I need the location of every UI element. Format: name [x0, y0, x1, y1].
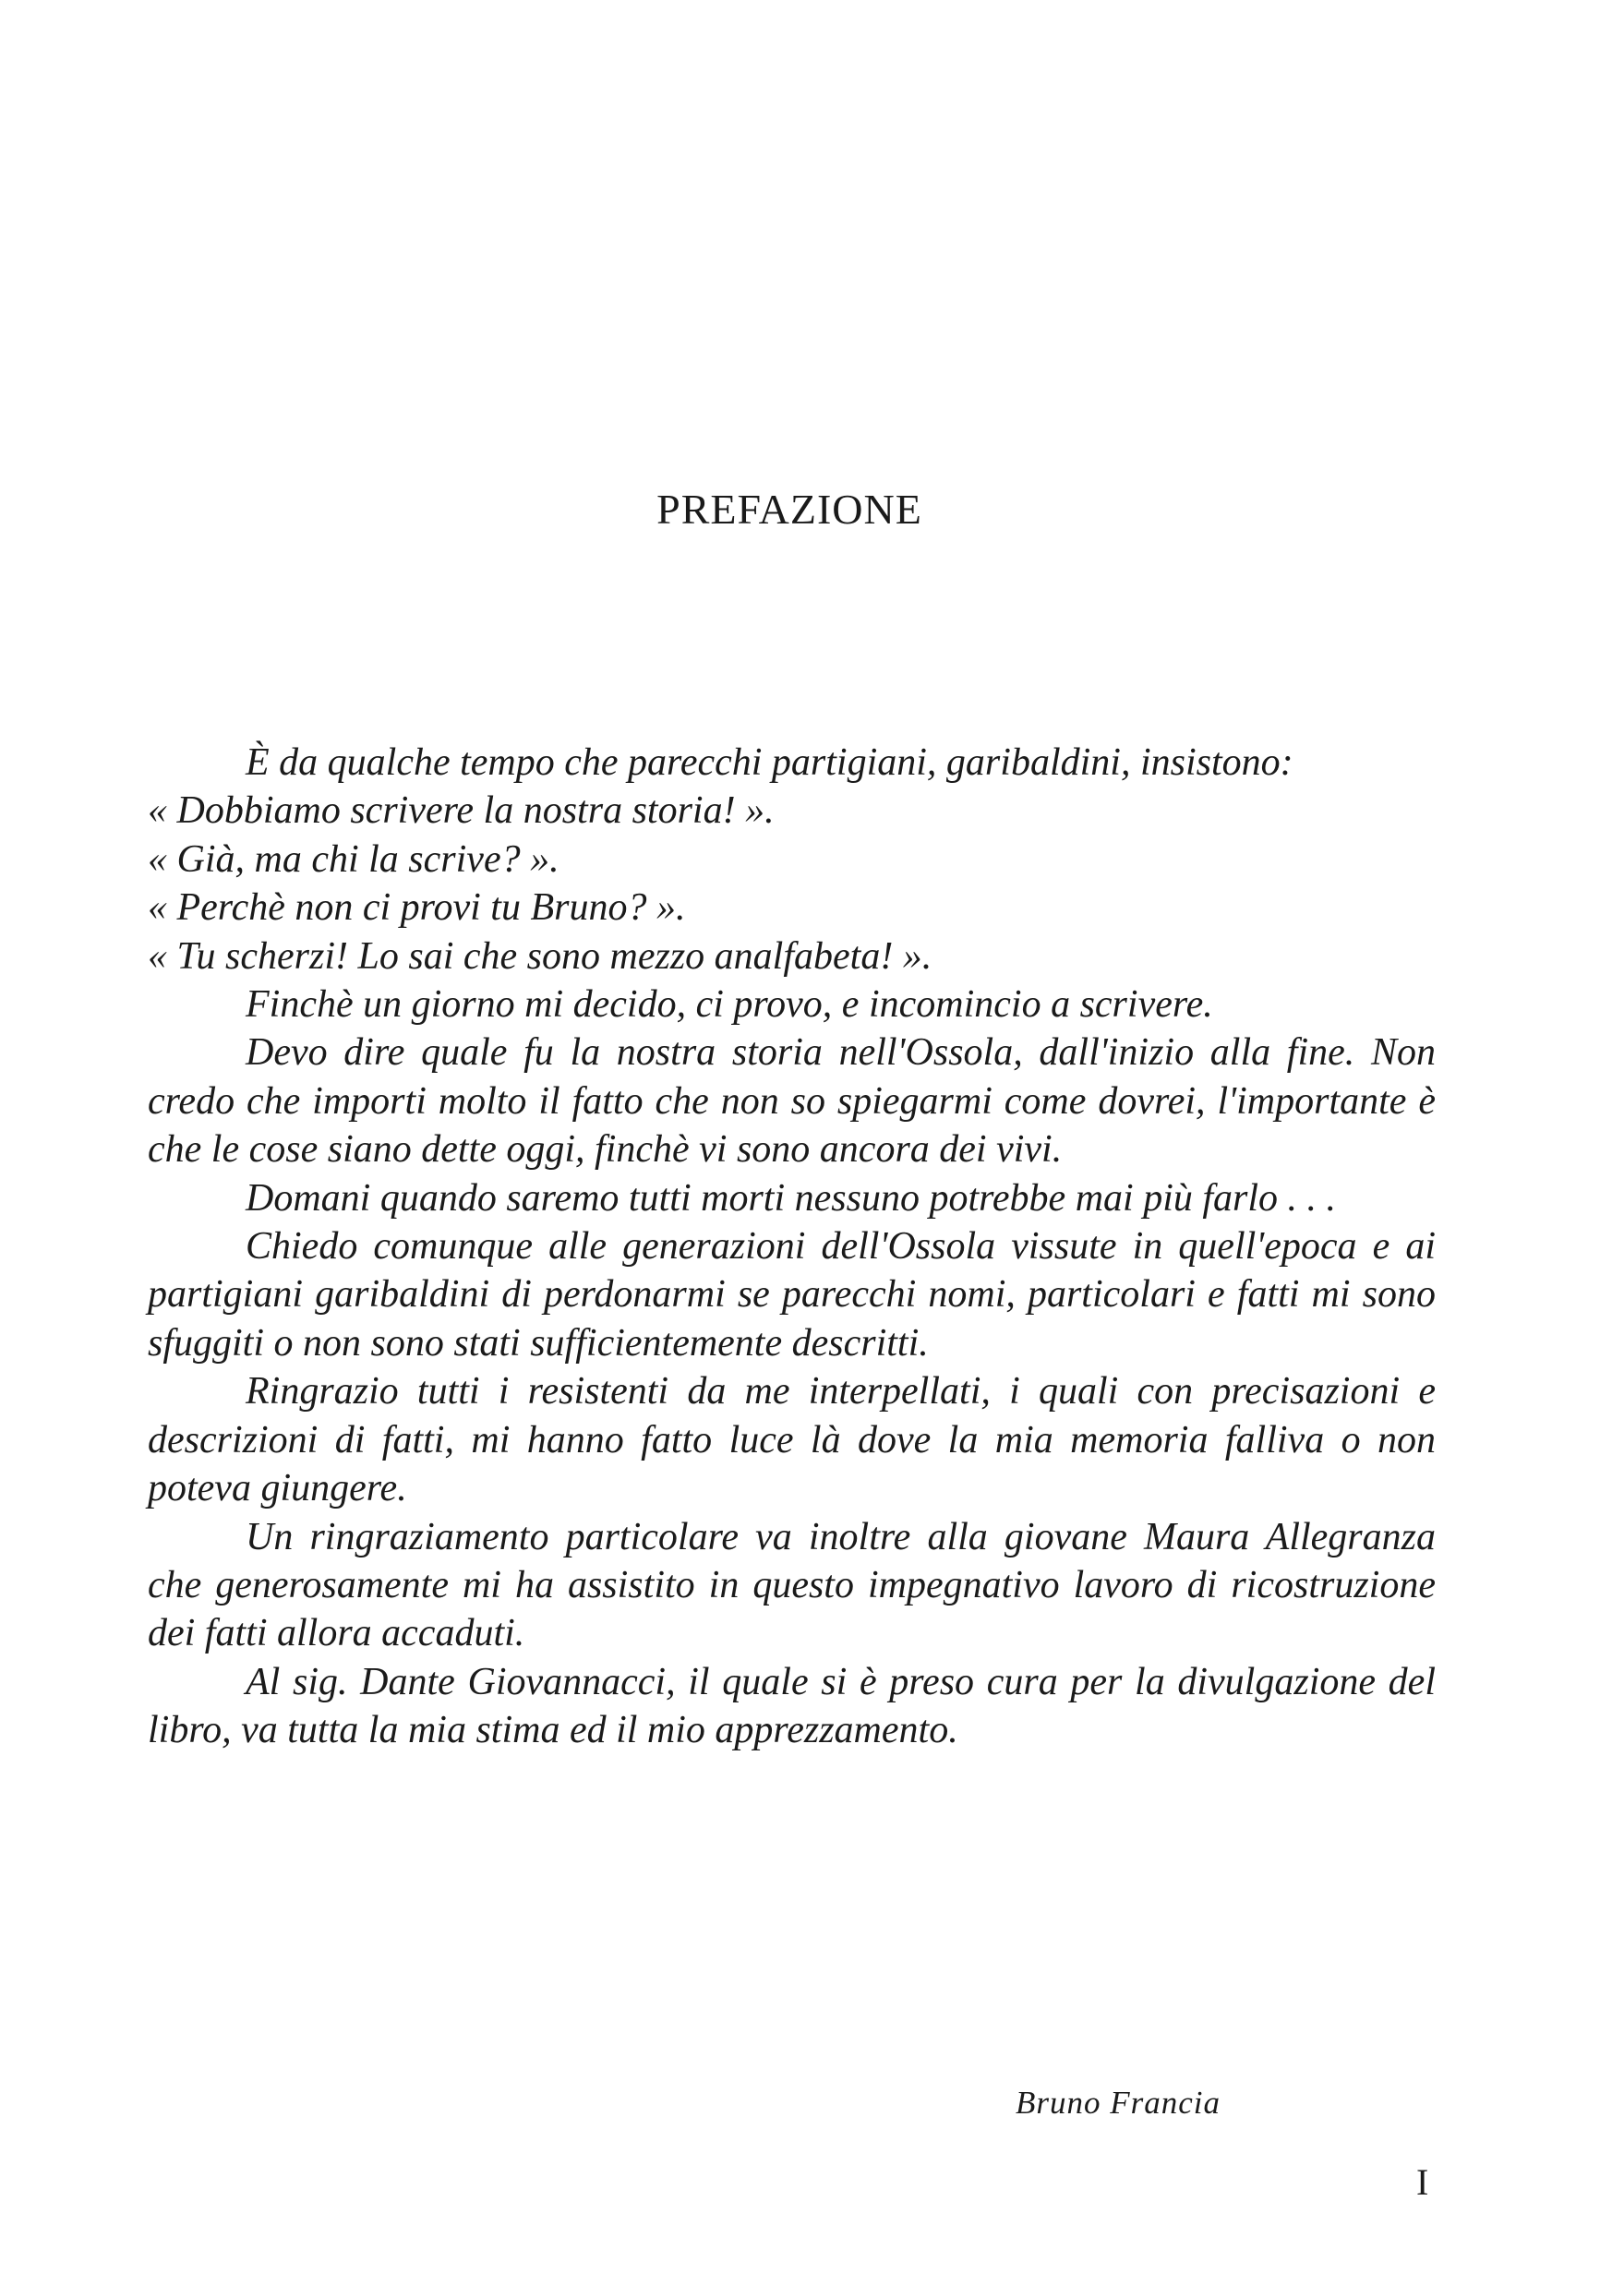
page-title: PREFAZIONE: [656, 486, 922, 533]
author-signature: Bruno Francia: [1016, 2085, 1221, 2121]
paragraph: Chiedo comunque alle generazioni dell'Ossola vissute in quell'epoca e ai partigiani garibaldini di perdonarmi se parecchi nomi, particolari e fatti mi sono sfuggiti o non sono stati sufficientemente descritti.: [148, 1225, 1436, 1365]
paragraph: È da qualche tempo che parecchi partigiani, garibaldini, insistono:: [246, 741, 1293, 784]
paragraph: Finchè un giorno mi decido, ci provo, e incomincio a scrivere.: [246, 983, 1213, 1027]
paragraph: Ringrazio tutti i resistenti da me interpellati, i quali con precisazioni e descrizioni di fatti, mi hanno fatto luce là dove la mia memoria falliva o non poteva giungere.: [148, 1370, 1436, 1510]
dialog-line: « Dobbiamo scrivere la nostra storia! ».: [148, 789, 775, 833]
dialog-line: « Tu scherzi! Lo sai che sono mezzo analfabeta! ».: [148, 934, 932, 978]
paragraph: Al sig. Dante Giovannacci, il quale si è preso cura per la divulgazione del libro, va tutta la mia stima ed il mio apprezzamento.: [148, 1660, 1436, 1752]
page-number: I: [1416, 2161, 1429, 2203]
paragraph: Devo dire quale fu la nostra storia nell'Ossola, dall'inizio alla fine. Non credo che importi molto il fatto che non so spiegarmi come dovrei, l'importante è che le cose siano dette oggi, finchè vi sono ancora dei vivi.: [148, 1031, 1436, 1172]
paragraph: Domani quando saremo tutti morti nessuno potrebbe mai più farlo . . .: [246, 1176, 1337, 1220]
dialog-line: « Perchè non ci provi tu Bruno? ».: [148, 886, 686, 930]
preface-body: [148, 739, 1436, 1755]
dialog-line: « Già, ma chi la scrive? ».: [148, 837, 559, 881]
paragraph: Un ringraziamento particolare va inoltre alla giovane Maura Allegranza che generosamente mi ha assistito in questo impegnativo lavoro di ricostruzione dei fatti allora accaduti.: [148, 1515, 1436, 1655]
